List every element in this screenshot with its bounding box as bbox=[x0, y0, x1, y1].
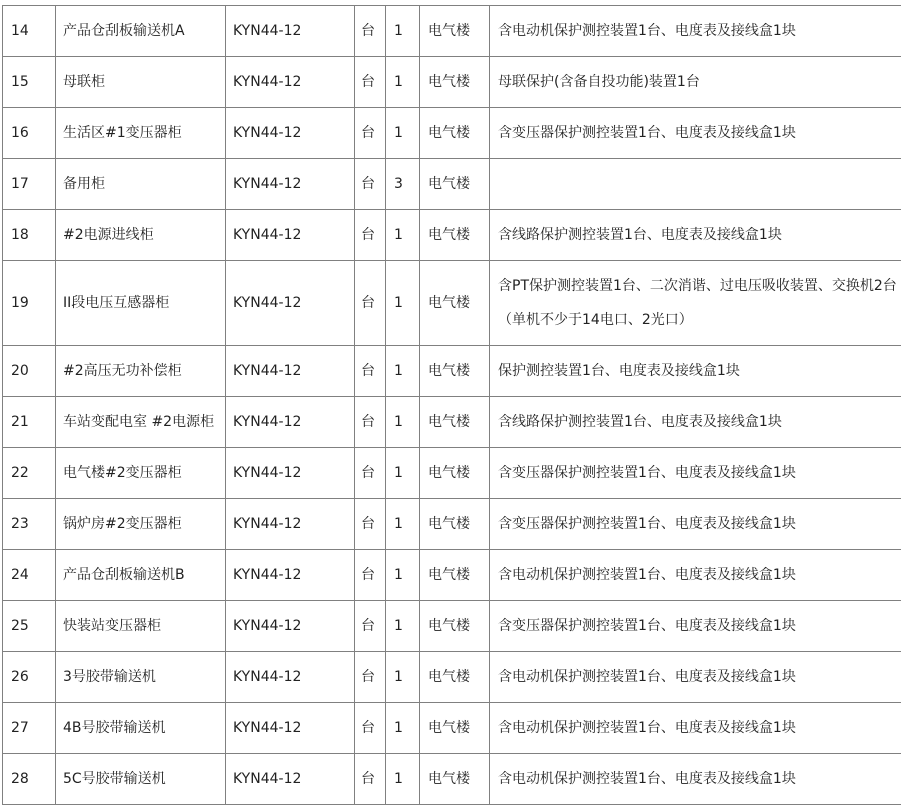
table-row bbox=[3, 499, 901, 550]
equipment-name-cell: 备用柜 bbox=[56, 159, 226, 210]
location-cell: 电气楼 bbox=[420, 210, 490, 261]
row-number-cell: 28 bbox=[3, 754, 56, 805]
unit-cell: 台 bbox=[355, 652, 386, 703]
table-row bbox=[3, 703, 901, 754]
row-number-cell: 21 bbox=[3, 397, 56, 448]
location-cell: 电气楼 bbox=[420, 6, 490, 57]
table-row bbox=[3, 210, 901, 261]
equipment-table bbox=[2, 5, 901, 805]
equipment-name-cell: 产品仓刮板输送机A bbox=[56, 6, 226, 57]
model-cell: KYN44-12 bbox=[226, 159, 355, 210]
equipment-name-cell: 电气楼#2变压器柜 bbox=[56, 448, 226, 499]
location-cell: 电气楼 bbox=[420, 499, 490, 550]
unit-cell: 台 bbox=[355, 397, 386, 448]
equipment-name-cell: 快装站变压器柜 bbox=[56, 601, 226, 652]
table-row bbox=[3, 57, 901, 108]
location-cell: 电气楼 bbox=[420, 397, 490, 448]
row-number-cell: 23 bbox=[3, 499, 56, 550]
unit-cell: 台 bbox=[355, 601, 386, 652]
location-cell: 电气楼 bbox=[420, 108, 490, 159]
equipment-name-cell: 车站变配电室 #2电源柜 bbox=[56, 397, 226, 448]
unit-cell: 台 bbox=[355, 703, 386, 754]
unit-cell: 台 bbox=[355, 261, 386, 346]
note-cell: 含PT保护测控装置1台、二次消谐、过电压吸收装置、交换机2台（单机不少于14电口、2光口） bbox=[490, 261, 901, 346]
model-cell: KYN44-12 bbox=[226, 448, 355, 499]
location-cell: 电气楼 bbox=[420, 448, 490, 499]
model-cell: KYN44-12 bbox=[226, 210, 355, 261]
table-row bbox=[3, 159, 901, 210]
table-row bbox=[3, 550, 901, 601]
quantity-cell: 1 bbox=[386, 499, 420, 550]
table-row bbox=[3, 346, 901, 397]
equipment-name-cell: 产品仓刮板输送机B bbox=[56, 550, 226, 601]
quantity-cell: 3 bbox=[386, 159, 420, 210]
model-cell: KYN44-12 bbox=[226, 550, 355, 601]
quantity-cell: 1 bbox=[386, 550, 420, 601]
note-cell: 含电动机保护测控装置1台、电度表及接线盒1块 bbox=[490, 6, 901, 57]
quantity-cell: 1 bbox=[386, 754, 420, 805]
note-cell: 含电动机保护测控装置1台、电度表及接线盒1块 bbox=[490, 550, 901, 601]
note-cell: 含电动机保护测控装置1台、电度表及接线盒1块 bbox=[490, 652, 901, 703]
model-cell: KYN44-12 bbox=[226, 703, 355, 754]
model-cell: KYN44-12 bbox=[226, 108, 355, 159]
row-number-cell: 19 bbox=[3, 261, 56, 346]
row-number-cell: 25 bbox=[3, 601, 56, 652]
unit-cell: 台 bbox=[355, 550, 386, 601]
equipment-name-cell: #2高压无功补偿柜 bbox=[56, 346, 226, 397]
table-row bbox=[3, 397, 901, 448]
note-cell: 含电动机保护测控装置1台、电度表及接线盒1块 bbox=[490, 703, 901, 754]
row-number-cell: 22 bbox=[3, 448, 56, 499]
equipment-name-cell: II段电压互感器柜 bbox=[56, 261, 226, 346]
location-cell: 电气楼 bbox=[420, 57, 490, 108]
location-cell: 电气楼 bbox=[420, 652, 490, 703]
model-cell: KYN44-12 bbox=[226, 6, 355, 57]
quantity-cell: 1 bbox=[386, 601, 420, 652]
row-number-cell: 27 bbox=[3, 703, 56, 754]
note-cell: 含变压器保护测控装置1台、电度表及接线盒1块 bbox=[490, 601, 901, 652]
equipment-name-cell: 5C号胶带输送机 bbox=[56, 754, 226, 805]
location-cell: 电气楼 bbox=[420, 261, 490, 346]
row-number-cell: 14 bbox=[3, 6, 56, 57]
unit-cell: 台 bbox=[355, 346, 386, 397]
row-number-cell: 15 bbox=[3, 57, 56, 108]
table-body bbox=[3, 6, 901, 805]
table-row bbox=[3, 261, 901, 346]
equipment-name-cell: 母联柜 bbox=[56, 57, 226, 108]
model-cell: KYN44-12 bbox=[226, 261, 355, 346]
quantity-cell: 1 bbox=[386, 652, 420, 703]
row-number-cell: 20 bbox=[3, 346, 56, 397]
unit-cell: 台 bbox=[355, 159, 386, 210]
table-row bbox=[3, 652, 901, 703]
unit-cell: 台 bbox=[355, 6, 386, 57]
equipment-name-cell: 锅炉房#2变压器柜 bbox=[56, 499, 226, 550]
quantity-cell: 1 bbox=[386, 346, 420, 397]
table-row bbox=[3, 601, 901, 652]
location-cell: 电气楼 bbox=[420, 550, 490, 601]
note-cell: 保护测控装置1台、电度表及接线盒1块 bbox=[490, 346, 901, 397]
table-row bbox=[3, 6, 901, 57]
unit-cell: 台 bbox=[355, 754, 386, 805]
equipment-name-cell: #2电源进线柜 bbox=[56, 210, 226, 261]
table-row bbox=[3, 754, 901, 805]
unit-cell: 台 bbox=[355, 57, 386, 108]
quantity-cell: 1 bbox=[386, 210, 420, 261]
note-cell: 母联保护(含备自投功能)装置1台 bbox=[490, 57, 901, 108]
note-cell: 含变压器保护测控装置1台、电度表及接线盒1块 bbox=[490, 108, 901, 159]
note-cell: 含变压器保护测控装置1台、电度表及接线盒1块 bbox=[490, 448, 901, 499]
location-cell: 电气楼 bbox=[420, 601, 490, 652]
note-cell bbox=[490, 159, 901, 210]
quantity-cell: 1 bbox=[386, 57, 420, 108]
model-cell: KYN44-12 bbox=[226, 499, 355, 550]
quantity-cell: 1 bbox=[386, 261, 420, 346]
row-number-cell: 24 bbox=[3, 550, 56, 601]
note-cell: 含线路保护测控装置1台、电度表及接线盒1块 bbox=[490, 397, 901, 448]
location-cell: 电气楼 bbox=[420, 754, 490, 805]
row-number-cell: 16 bbox=[3, 108, 56, 159]
table-row bbox=[3, 108, 901, 159]
equipment-name-cell: 4B号胶带输送机 bbox=[56, 703, 226, 754]
location-cell: 电气楼 bbox=[420, 159, 490, 210]
model-cell: KYN44-12 bbox=[226, 346, 355, 397]
quantity-cell: 1 bbox=[386, 6, 420, 57]
model-cell: KYN44-12 bbox=[226, 57, 355, 108]
model-cell: KYN44-12 bbox=[226, 652, 355, 703]
row-number-cell: 17 bbox=[3, 159, 56, 210]
quantity-cell: 1 bbox=[386, 448, 420, 499]
model-cell: KYN44-12 bbox=[226, 754, 355, 805]
model-cell: KYN44-12 bbox=[226, 397, 355, 448]
unit-cell: 台 bbox=[355, 210, 386, 261]
row-number-cell: 18 bbox=[3, 210, 56, 261]
model-cell: KYN44-12 bbox=[226, 601, 355, 652]
location-cell: 电气楼 bbox=[420, 703, 490, 754]
unit-cell: 台 bbox=[355, 499, 386, 550]
note-cell: 含线路保护测控装置1台、电度表及接线盒1块 bbox=[490, 210, 901, 261]
unit-cell: 台 bbox=[355, 448, 386, 499]
quantity-cell: 1 bbox=[386, 703, 420, 754]
equipment-name-cell: 生活区#1变压器柜 bbox=[56, 108, 226, 159]
table-row bbox=[3, 448, 901, 499]
row-number-cell: 26 bbox=[3, 652, 56, 703]
note-cell: 含变压器保护测控装置1台、电度表及接线盒1块 bbox=[490, 499, 901, 550]
unit-cell: 台 bbox=[355, 108, 386, 159]
equipment-name-cell: 3号胶带输送机 bbox=[56, 652, 226, 703]
note-cell: 含电动机保护测控装置1台、电度表及接线盒1块 bbox=[490, 754, 901, 805]
quantity-cell: 1 bbox=[386, 397, 420, 448]
quantity-cell: 1 bbox=[386, 108, 420, 159]
location-cell: 电气楼 bbox=[420, 346, 490, 397]
